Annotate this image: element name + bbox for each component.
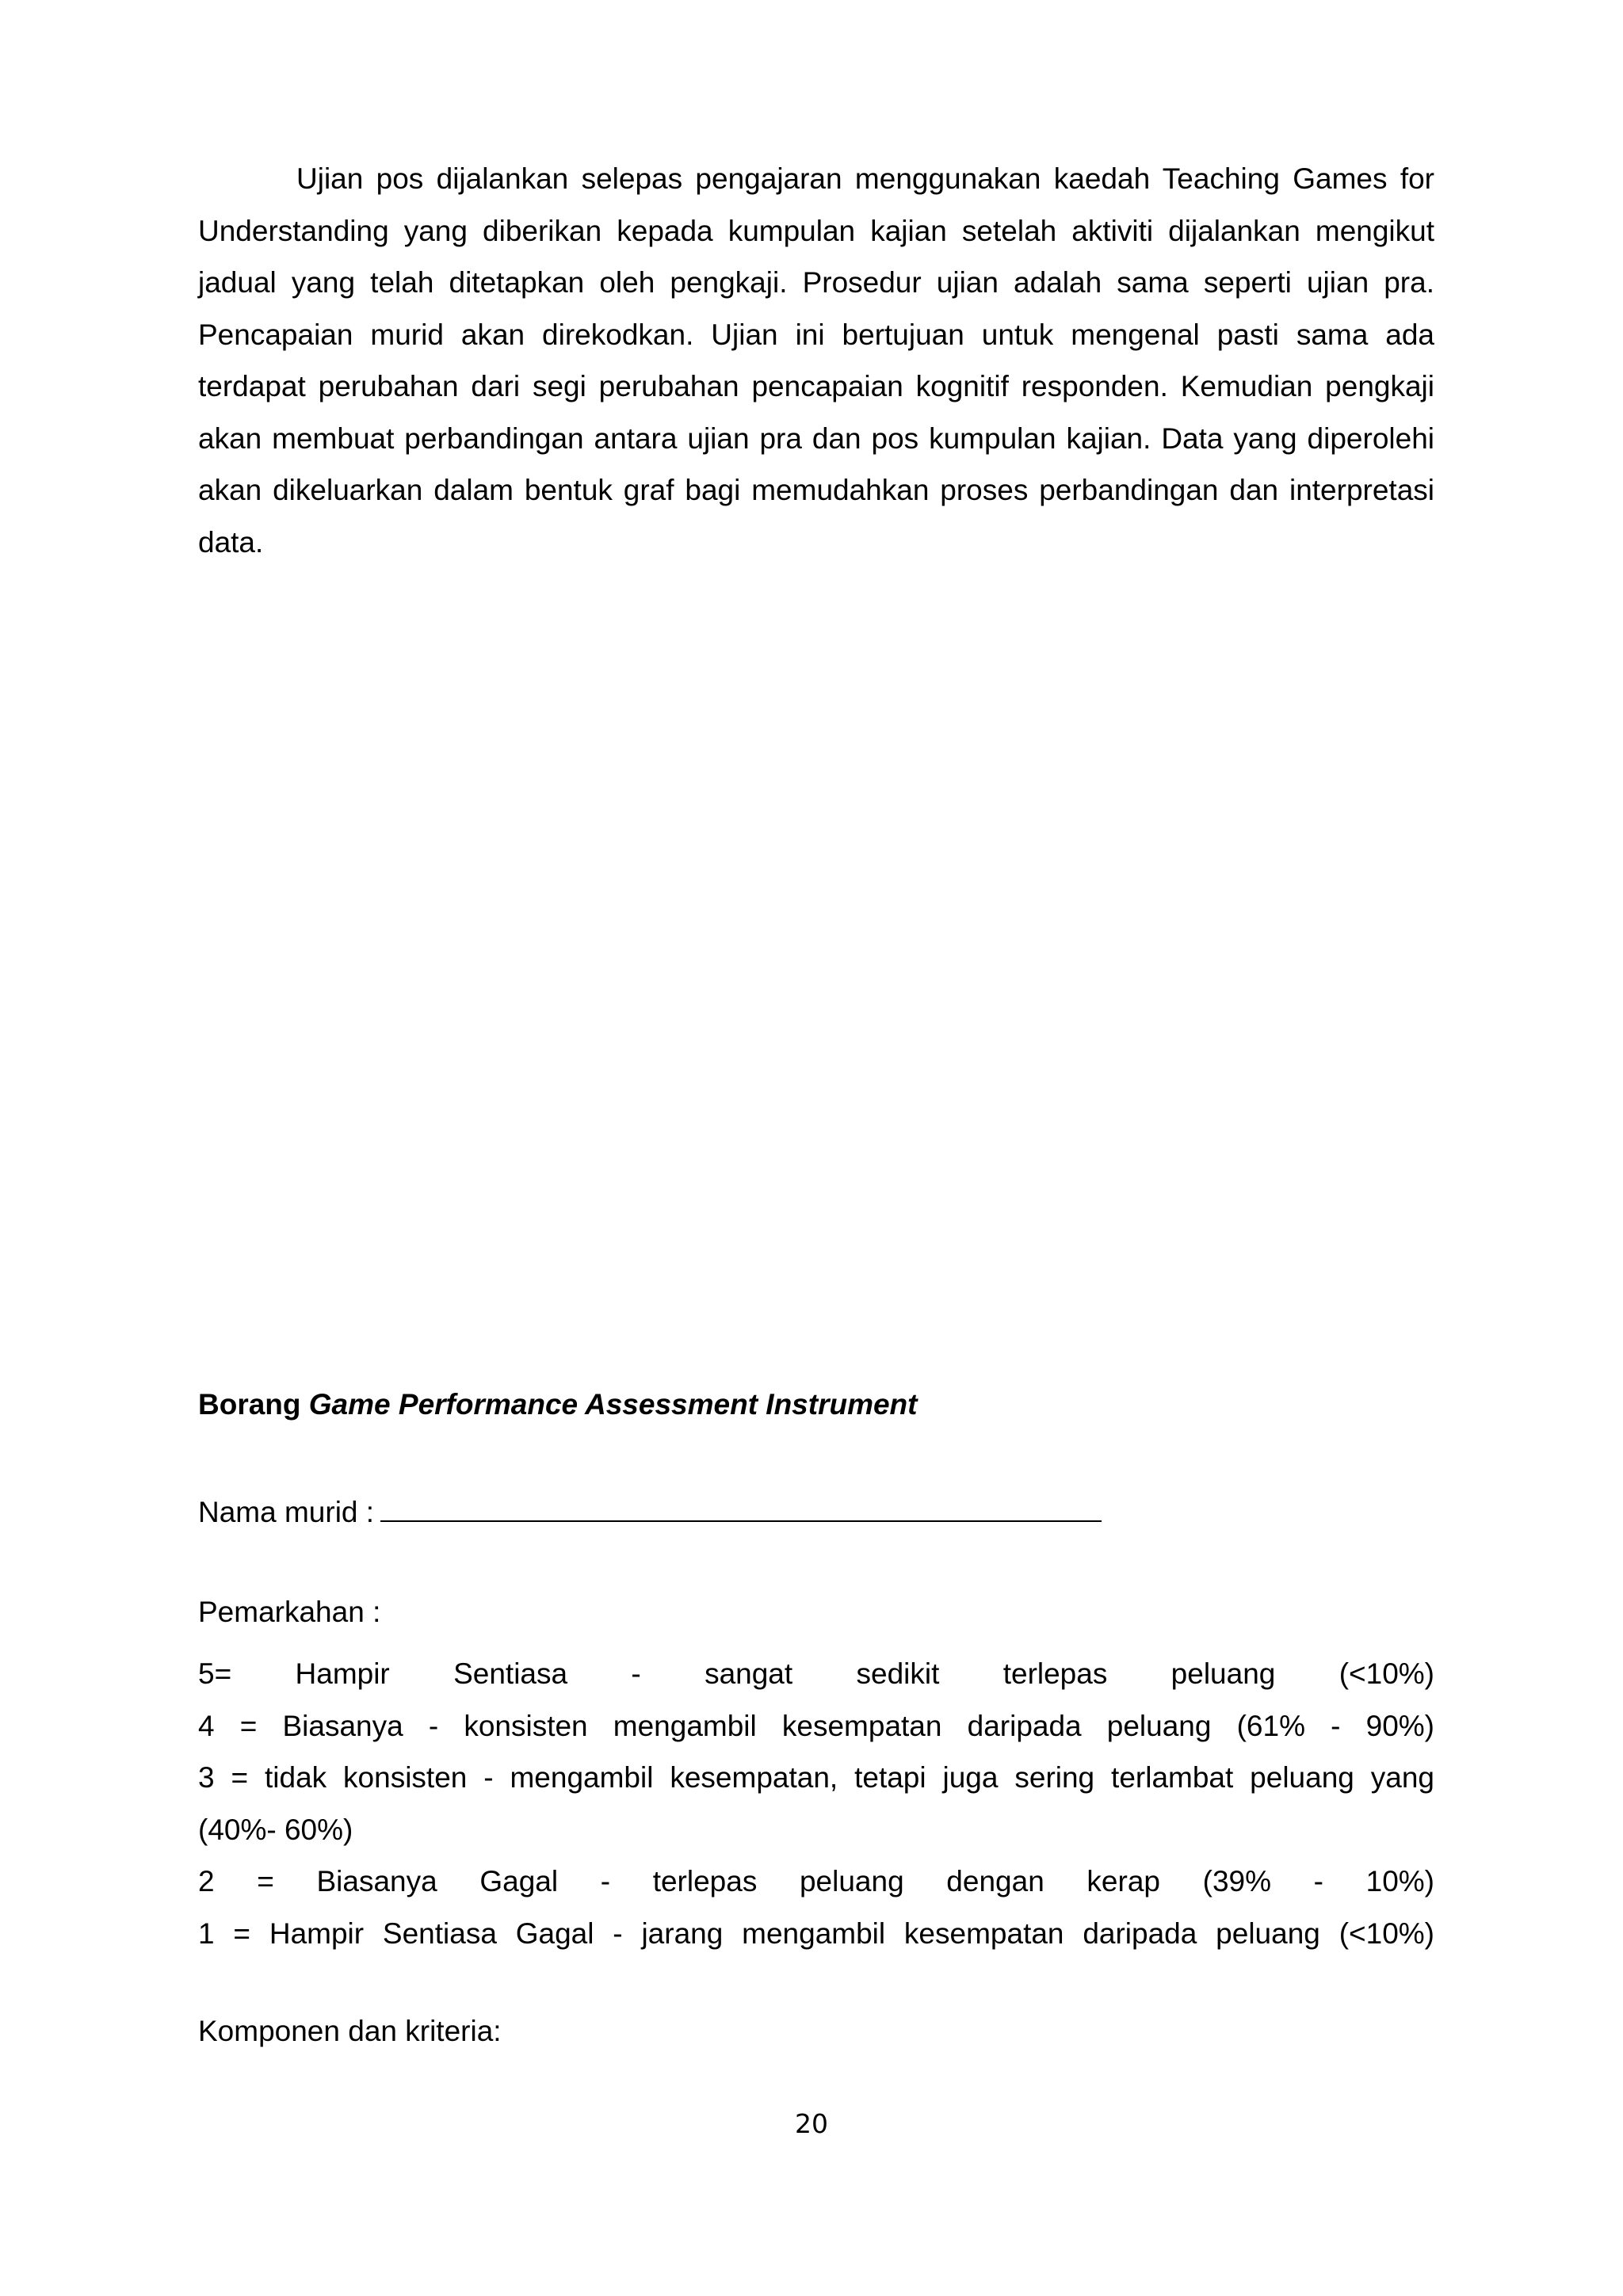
marking-scale-list xyxy=(198,1648,1434,1959)
scale-item-3-continued: (40%- 60%) xyxy=(198,1813,353,1846)
scale-item-3: 3 = tidak konsisten - mengambil kesempatan, tetapi juga sering terlambat peluang yang xyxy=(198,1761,1434,1794)
student-name-label: Nama murid : xyxy=(198,1496,375,1528)
student-name-line xyxy=(198,1492,1102,1529)
scale-item-2: 2 = Biasanya Gagal - terlepas peluang dengan kerap (39% - 10%) xyxy=(198,1865,1434,1897)
scale-item-5: 5= Hampir Sentiasa - sangat sedikit terlepas peluang (<10%) xyxy=(198,1657,1434,1690)
body-paragraph: Ujian pos dijalankan selepas pengajaran menggunakan kaedah Teaching Games for Understanding yang diberikan kepada kumpulan kajian setelah aktiviti dijalankan mengikut jadual yang telah ditetapkan oleh pengkaji. Prosedur ujian adalah sama seperti ujian pra. Pencapaian murid akan direkodkan. Ujian ini bertujuan untuk mengenal pasti sama ada terdapat perubahan dari segi perubahan pencapaian kognitif responden. Kemudian pengkaji akan membuat perbandingan antara ujian pra dan pos kumpulan kajian. Data yang diperolehi akan dikeluarkan dalam bentuk graf bagi memudahkan proses perbandingan dan interpretasi data. xyxy=(198,162,1434,559)
form-title xyxy=(198,1388,917,1421)
components-label: Komponen dan kriteria: xyxy=(198,2015,502,2047)
page-number: 20 xyxy=(795,2108,828,2139)
scale-item-4: 4 = Biasanya - konsisten mengambil kesempatan daripada peluang (61% - 90%) xyxy=(198,1709,1434,1742)
form-title-italic: Game Performance Assessment Instrument xyxy=(308,1388,918,1421)
form-title-prefix: Borang xyxy=(198,1388,301,1421)
student-name-blank[interactable] xyxy=(380,1492,1102,1522)
marking-label: Pemarkahan : xyxy=(198,1596,381,1628)
scale-item-1: 1 = Hampir Sentiasa Gagal - jarang mengambil kesempatan daripada peluang (<10%) xyxy=(198,1917,1434,1950)
